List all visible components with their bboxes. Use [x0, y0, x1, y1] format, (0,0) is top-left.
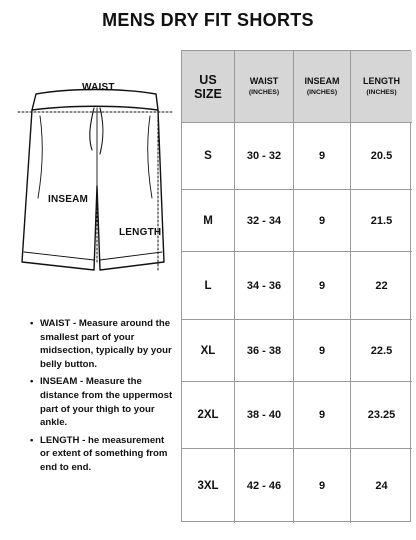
table-cell-inseam: 9	[294, 449, 351, 523]
length-label: LENGTH	[119, 227, 162, 238]
header-label: LENGTH	[363, 76, 400, 86]
table-cell-inseam: 9	[294, 382, 351, 449]
table-cell-waist: 30 - 32	[235, 123, 294, 190]
table-cell-length: 23.25	[351, 382, 412, 449]
table-cell-size: XL	[182, 320, 235, 382]
measurement-notes	[30, 317, 176, 479]
table-cell-waist: 34 - 36	[235, 252, 294, 320]
table-cell-inseam: 9	[294, 123, 351, 190]
table-cell-waist: 38 - 40	[235, 382, 294, 449]
table-cell-inseam: 9	[294, 252, 351, 320]
table-cell-inseam: 9	[294, 320, 351, 382]
table-cell-size: 2XL	[182, 382, 235, 449]
table-cell-length: 22.5	[351, 320, 412, 382]
header-unit: (INCHES)	[248, 89, 280, 96]
note-waist: • WAIST - Measure around the smallest part of your midsection, typically by your belly button.	[30, 317, 176, 371]
table-cell-waist: 36 - 38	[235, 320, 294, 382]
header-inseam	[294, 51, 351, 123]
table-cell-waist: 42 - 46	[235, 449, 294, 523]
page-title: MENS DRY FIT SHORTS	[102, 10, 314, 30]
header-label: INSEAM	[304, 76, 340, 86]
table-cell-size: S	[182, 123, 235, 190]
header-unit: (INCHES)	[366, 89, 397, 96]
note-inseam: • INSEAM - Measure the distance from the uppermost part of your thigh to your ankle.	[30, 375, 176, 429]
shorts-diagram	[0, 74, 176, 314]
size-chart-table	[181, 50, 411, 522]
header-label: WAIST	[249, 76, 279, 86]
header-unit: (INCHES)	[306, 89, 338, 96]
shorts-body	[22, 110, 164, 270]
table-cell-length: 21.5	[351, 190, 412, 252]
drawstring	[90, 108, 94, 150]
table-cell-length: 24	[375, 480, 388, 492]
waist-label: WAIST	[82, 82, 115, 93]
inseam-label: INSEAM	[48, 194, 89, 205]
table-cell-size: L	[182, 252, 235, 320]
table-cell-length: 20.5	[351, 123, 412, 190]
header-waist	[235, 51, 294, 123]
table-cell-waist: 32 - 34	[235, 190, 294, 252]
table-cell-length: 22	[351, 252, 412, 320]
header-us-size	[182, 51, 235, 123]
table-cell-size: M	[182, 190, 235, 252]
note-length: • LENGTH - he measurement or extent of something from end to end.	[30, 434, 176, 475]
table-cell-size: 3XL	[182, 449, 235, 523]
header-length	[351, 51, 412, 123]
table-cell-inseam: 9	[294, 190, 351, 252]
header-label: US SIZE	[194, 72, 222, 101]
